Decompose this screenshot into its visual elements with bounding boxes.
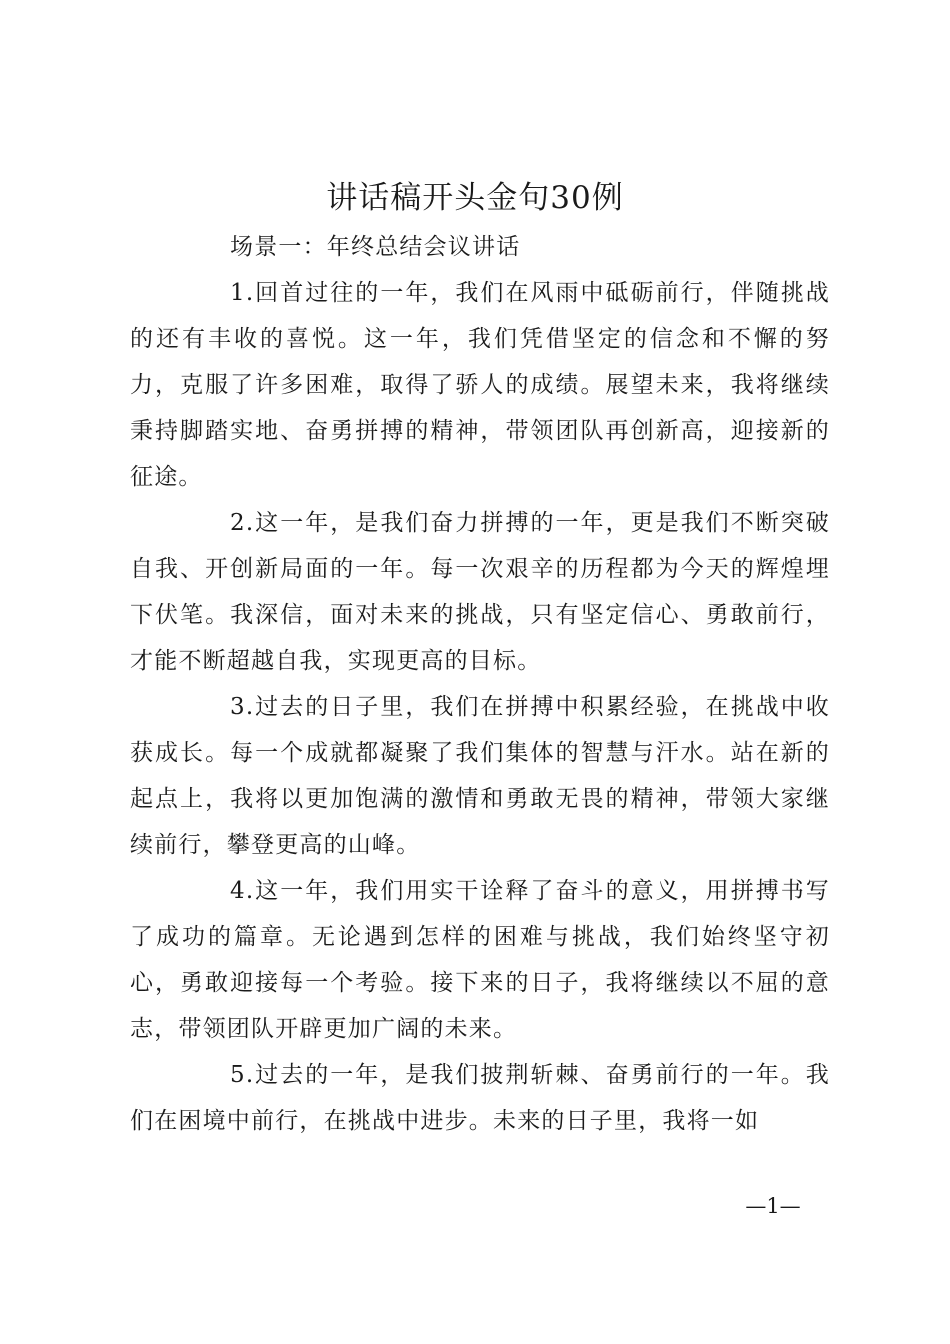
paragraph-3: 3.过去的日子里，我们在拼搏中积累经验，在挑战中收获成长。每一个成就都凝聚了我们集体的智慧与汗水。站在新的起点上，我将以更加饱满的激情和勇敢无畏的精神，带领大家继续前行，攀登更高的山峰。 — [130, 694, 830, 858]
document-body — [130, 224, 830, 1144]
scene-heading: 场景一：年终总结会议讲话 — [230, 234, 521, 260]
paragraph-1: 1.回首过往的一年，我们在风雨中砥砺前行，伴随挑战的还有丰收的喜悦。这一年，我们凭借坚定的信念和不懈的努力，克服了许多困难，取得了骄人的成绩。展望未来，我将继续秉持脚踏实地、奋勇拼搏的精神，带领团队再创新高，迎接新的征途。 — [130, 280, 830, 490]
paragraph-2: 2.这一年，是我们奋力拼搏的一年，更是我们不断突破自我、开创新局面的一年。每一次艰辛的历程都为今天的辉煌埋下伏笔。我深信，面对未来的挑战，只有坚定信心、勇敢前行，才能不断超越自我，实现更高的目标。 — [130, 510, 830, 674]
page-number: —1— — [745, 1194, 801, 1218]
paragraph-4: 4.这一年，我们用实干诠释了奋斗的意义，用拼搏书写了成功的篇章。无论遇到怎样的困难与挑战，我们始终坚守初心，勇敢迎接每一个考验。接下来的日子，我将继续以不屈的意志，带领团队开辟更加广阔的未来。 — [130, 878, 830, 1042]
paragraph-5: 5.过去的一年，是我们披荆斩棘、奋勇前行的一年。我们在困境中前行，在挑战中进步。未来的日子里，我将一如 — [130, 1062, 830, 1134]
document-title: 讲话稿开头金句30例 — [326, 180, 624, 216]
